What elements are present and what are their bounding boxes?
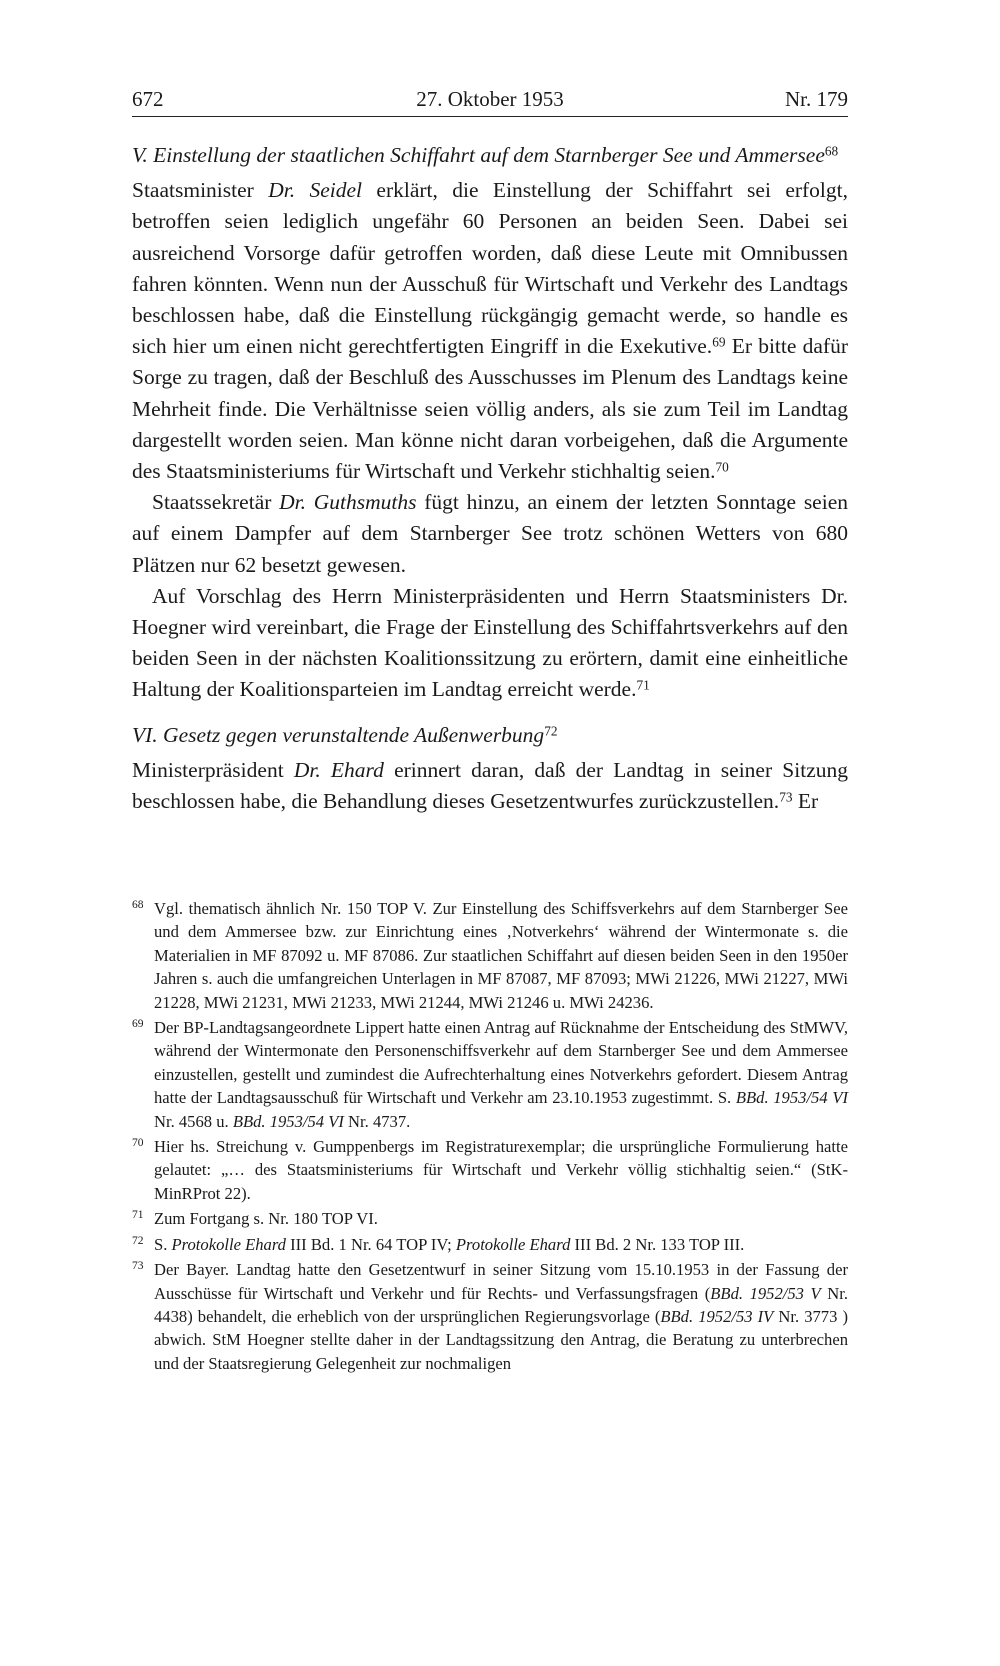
italic-span: Dr. Seidel bbox=[268, 178, 363, 203]
page-number: 672 bbox=[132, 87, 164, 111]
header-rule bbox=[132, 116, 848, 117]
paragraph: Auf Vorschlag des Herrn Ministerpräsidenten und Herrn Staatsministers Dr. Hoegner wird vereinbart, die Frage der Einstellung des Schiffahrtsverkehrs auf den beiden Seen in der nächsten Koalitionssitzung zu erörtern, damit eine einheitliche Haltung der Koalitionsparteien im Landtag erreicht werde.$^{71}$ bbox=[132, 583, 848, 702]
footnote-reference[interactable]: 69 bbox=[712, 334, 726, 350]
footnote-reference[interactable]: 70 bbox=[715, 459, 729, 475]
running-head bbox=[132, 84, 848, 114]
italic-span: Dr. Ehard bbox=[293, 757, 384, 782]
footnote-reference[interactable]: 68 bbox=[824, 143, 839, 159]
section-heading: V. Einstellung der staatlichen Schiffahrt auf dem Starnberger See und Ammersee$^{68}$ bbox=[132, 143, 839, 167]
italic-span: Protokolle Ehard bbox=[455, 1234, 571, 1254]
footnote: 70 Hier hs. Streichung v. Gumppenbergs im Registraturexemplar; die ursprüngliche Formulierung hatte gelautet: „… des Staatsministeriums für Wirtschaft und Verkehr völlig stichhaltig seien.“ (StK-MinRProt 22). bbox=[132, 1135, 848, 1205]
footnote: 73 Der Bayer. Landtag hatte den Gesetzentwurf in seiner Sitzung vom 15.10.1953 in der Fassung der Ausschüsse für Wirtschaft und Verkehr und für Rechts- und Verfassungsfragen (BBd. 1952/53 V Nr. 4438) behandelt, die erheblich von der ursprünglichen Regierungsvorlage (BBd. 1952/53 IV Nr. 3773 ) abwich. StM Hoegner stellte daher in der Landtagssitzung den Antrag, die Beratung zu unterbrechen und der Staatsregierung Gelegenheit zur nochmaligen bbox=[132, 1258, 848, 1375]
footnotes bbox=[132, 897, 848, 1377]
document-number: Nr. 179 bbox=[785, 87, 848, 111]
footnote-reference[interactable]: 73 bbox=[779, 789, 793, 805]
footnote-reference[interactable]: 71 bbox=[636, 677, 650, 693]
footnote: 68 Vgl. thematisch ähnlich Nr. 150 TOP V. Zur Einstellung des Schiffsverkehrs auf dem Starnberger See und dem Ammersee bzw. zur Einrichtung eines ‚Notverkehrs‘ während der Wintermonate s. die Materialien in MF 87092 u. MF 87086. Zur staatlichen Schiffahrt auf diesen beiden Seen in den 1950er Jahren s. auch die umfangreichen Unterlagen in MF 87087, MF 87093; MWi 21226, MWi 21227, MWi 21228, MWi 21231, MWi 21233, MWi 21244, MWi 21246 u. MWi 24236. bbox=[132, 897, 848, 1014]
paragraph: Ministerpräsident Dr. Ehard erinnert daran, daß der Landtag in seiner Sitzung beschlossen habe, die Behandlung dieses Gesetzentwurfes zurückzustellen.$^{73}$ Er bbox=[132, 757, 849, 814]
footnote-number: 68 bbox=[132, 899, 144, 911]
footnote: 71 Zum Fortgang s. Nr. 180 TOP VI. bbox=[132, 1207, 848, 1230]
footnote-number: 71 bbox=[132, 1209, 144, 1222]
italic-span: Dr. Guthsmuths bbox=[279, 490, 417, 515]
footnote: 72 S. Protokolle Ehard III Bd. 1 Nr. 64 TOP IV; Protokolle Ehard III Bd. 2 Nr. 133 TOP III. bbox=[132, 1233, 848, 1256]
footnote-reference[interactable]: 72 bbox=[544, 723, 558, 738]
header-date: 27. Oktober 1953 bbox=[416, 87, 564, 111]
footnote-number: 72 bbox=[132, 1234, 144, 1247]
italic-span: BBd. 1952/53 V bbox=[710, 1283, 821, 1303]
footnote: 69 Der BP-Landtagsangeordnete Lippert hatte einen Antrag auf Rücknahme der Entscheidung des StMWV, während der Wintermonate den Personenschiffsverkehr auf dem Starnberger See und dem Ammersee einzustellen, gestellt und zumindest die Aufrechterhaltung eines Notverkehrs gefordert. Diesem Antrag hatte der Landtagsausschuß für Wirtschaft und Verkehr am 23.10.1953 zugestimmt. S. BBd. 1953/54 VI Nr. 4568 u. BBd. 1953/54 VI Nr. 4737. bbox=[132, 1016, 848, 1133]
italic-span: Protokolle Ehard bbox=[171, 1234, 286, 1254]
paragraph: Staatsminister Dr. Seidel erklärt, die Einstellung der Schiffahrt sei erfolgt, betroffen seien lediglich ungefähr 60 Personen an beiden Seen. Dabei sei ausreichend Vorsorge dafür getroffen worden, daß diese Leute mit Omnibussen fahren könnten. Wenn nun der Ausschuß für Wirtschaft und Verkehr des Landtags beschlossen habe, daß die Einstellung rückgängig gemacht werde, so handle es sich hier um einen nicht gerechtfertigten Eingriff in die Exekutive.$^{69}$ Er bitte dafür Sorge zu tragen, daß der Beschluß des Ausschusses im Plenum des Landtags keine Mehrheit finde. Die Verhältnisse seien völlig anders, als sie zum Teil im Landtag dargestellt worden seien. Man könne nicht daran vorbeigehen, daß die Argumente des Staatsministeriums für Wirtschaft und Verkehr stichhaltig seien.$^{70}$ bbox=[132, 178, 849, 484]
footnote-number: 73 bbox=[132, 1260, 144, 1273]
italic-span: BBd. 1953/54 VI bbox=[232, 1111, 344, 1131]
main-text bbox=[132, 140, 848, 817]
section-heading: VI. Gesetz gegen verunstaltende Außenwerbung$^{72}$ bbox=[132, 722, 558, 747]
footnote-number: 69 bbox=[132, 1018, 144, 1031]
paragraph: Staatssekretär Dr. Guthsmuths fügt hinzu, an einem der letzten Sonntage seien auf einem Dampfer auf dem Starnberger See trotz schönen Wetters von 680 Plätzen nur 62 besetzt gewesen. bbox=[132, 490, 848, 577]
footnote-number: 70 bbox=[132, 1137, 144, 1150]
italic-span: BBd. 1953/54 VI bbox=[735, 1088, 848, 1108]
italic-span: BBd. 1952/53 IV bbox=[660, 1306, 774, 1326]
